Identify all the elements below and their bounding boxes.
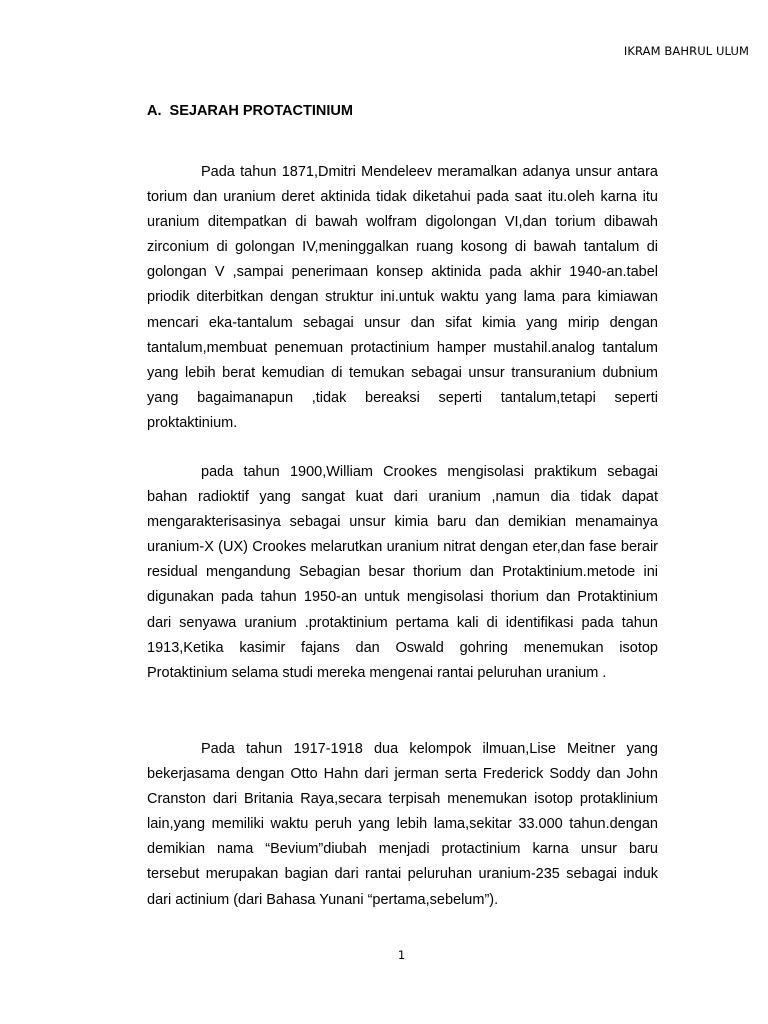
page-number: 1 [397,948,406,962]
section-title: A. SEJARAH PROTACTINIUM [147,103,353,119]
paragraph-1: Pada tahun 1871,Dmitri Mendeleev meramalkan adanya unsur antara torium dan uranium deret aktinida tidak diketahui pada saat itu.oleh karna itu uranium ditempatkan di bawah wolfram digolongan VI,dan torium dibawah zirconium di golongan IV,meninggalkan ruang kosong di bawah tantalum di golongan V ,sampai penerimaan konsep aktinida pada akhir 1940-an.tabel priodik diterbitkan dengan struktur ini.untuk waktu yang lama para kimiawan mencari eka-tantalum sebagai unsur dan sifat kimia yang mirip dengan tantalum,membuat penemuan protactinium hamper mustahil.analog tantalum yang lebih berat kemudian di temukan sebagai unsur transuranium dubnium yang bagaimanapun ,tidak bereaksi seperti tantalum,tetapi seperti proktaktinium. [147,164,658,431]
page-header-author: IKRAM BAHRUL ULUM [623,44,749,58]
paragraph-2: pada tahun 1900,William Crookes mengisolasi praktikum sebagai bahan radioktif yang sangat kuat dari uranium ,namun dia tidak dapat mengarakterisasinya sebagai unsur kimia baru dan demikian menamainya uranium-X (UX) Crookes melarutkan uranium nitrat dengan eter,dan fase berair residual mengandung Sebagian besar thorium dan Protaktinium.metode ini digunakan pada tahun 1950-an untuk mengisolasi thorium dan Protaktinium dari senyawa uranium .protaktinium pertama kali di identifikasi pada tahun 1913,Ketika kasimir fajans dan Oswald gohring menemukan isotop Protaktinium selama studi mereka mengenai rantai peluruhan uranium . [147,464,658,681]
paragraph-3: Pada tahun 1917-1918 dua kelompok ilmuan,Lise Meitner yang bekerjasama dengan Otto Hahn dari jerman serta Frederick Soddy dan John Cranston dari Britania Raya,secara terpisah menemukan isotop protaklinium lain,yang memiliki waktu peruh yang lebih lama,sekitar 33.000 tahun.dengan demikian nama “Bevium”diubah menjadi protactinium karna unsur baru tersebut merupakan bagian dari rantai peluruhan uranium-235 sebagai induk dari actinium (dari Bahasa Yunani “pertama,sebelum”). [147,741,658,908]
